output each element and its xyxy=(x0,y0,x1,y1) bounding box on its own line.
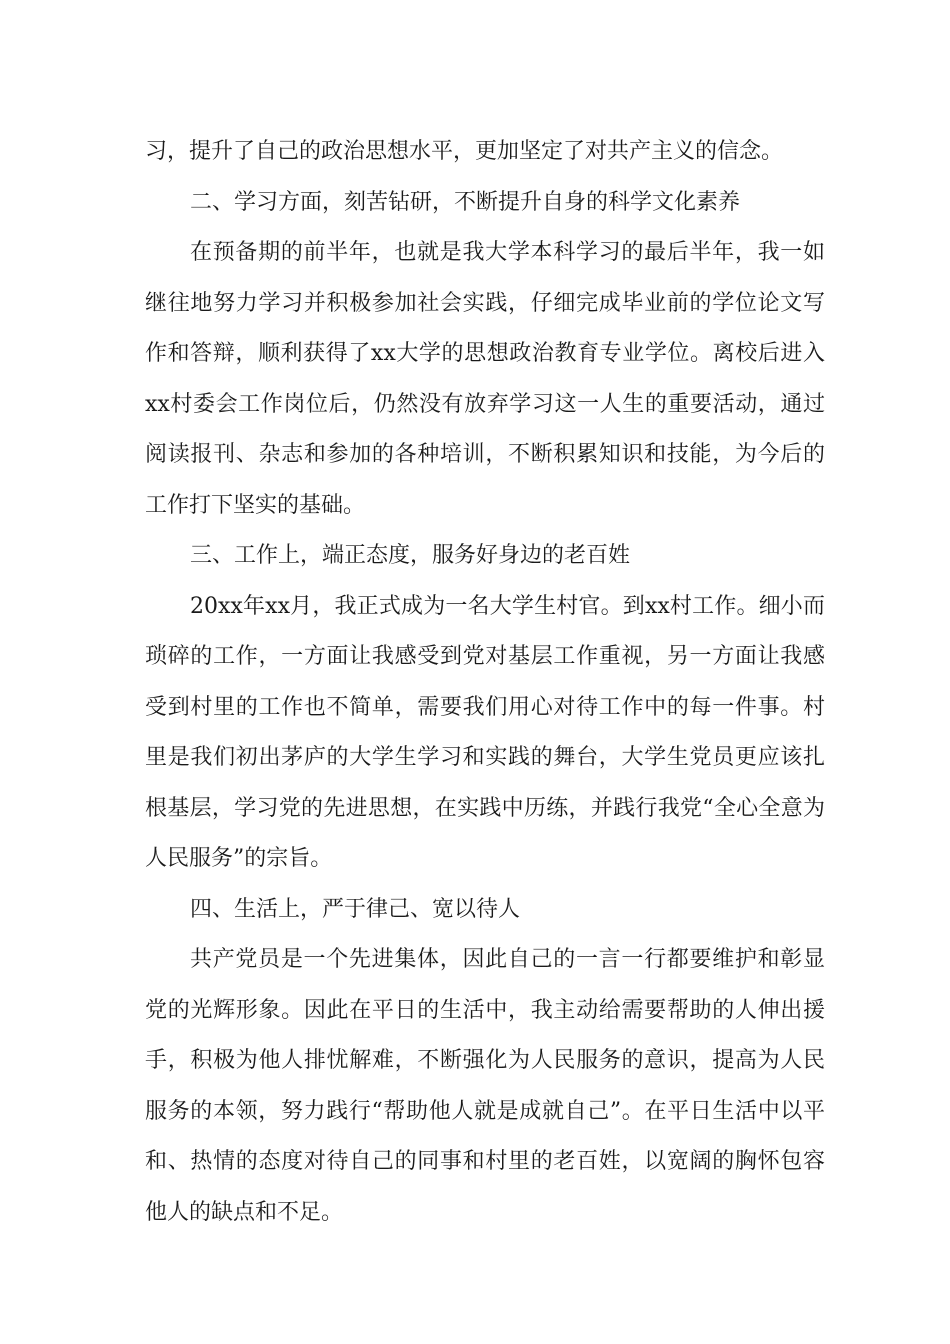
section-heading-work: 三、工作上，端正态度，服务好身边的老百姓 xyxy=(190,543,631,568)
document-body xyxy=(145,127,825,1238)
paragraph-work: 20xx年xx月，我正式成为一名大学生村官。到xx村工作。细小而琐碎的工作，一方面让我感受到党对基层工作重视，另一方面让我感受到村里的工作也不简单，需要我们用心对待工作中的每一件事。村里是我们初出茅庐的大学生学习和实践的舞台，大学生党员更应该扎根基层，学习党的先进思想，在实践中历练，并践行我党“全心全意为人民服务”的宗旨。 xyxy=(145,593,825,871)
paragraph-study: 在预备期的前半年，也就是我大学本科学习的最后半年，我一如继往地努力学习并积极参加社会实践，仔细完成毕业前的学位论文写作和答辩，顺利获得了xx大学的思想政治教育专业学位。离校后进入xx村委会工作岗位后，仍然没有放弃学习这一人生的重要活动，通过阅读报刊、杂志和参加的各种培训，不断积累知识和技能，为今后的工作打下坚实的基础。 xyxy=(145,240,825,518)
paragraph-life: 共产党员是一个先进集体，因此自己的一言一行都要维护和彰显党的光辉形象。因此在平日的生活中，我主动给需要帮助的人伸出援手，积极为他人排忧解难，不断强化为人民服务的意识，提高为人民服务的本领，努力践行“帮助他人就是成就自己”。在平日生活中以平和、热情的态度对待自己的同事和村里的老百姓，以宽阔的胸怀包容他人的缺点和不足。 xyxy=(145,947,825,1225)
section-heading-life: 四、生活上，严于律己、宽以待人 xyxy=(190,896,521,922)
paragraph-continuation: 习，提升了自己的政治思想水平，更加坚定了对共产主义的信念。 xyxy=(145,139,784,164)
section-heading-study: 二、学习方面，刻苦钻研，不断提升自身的科学文化素养 xyxy=(190,189,741,215)
